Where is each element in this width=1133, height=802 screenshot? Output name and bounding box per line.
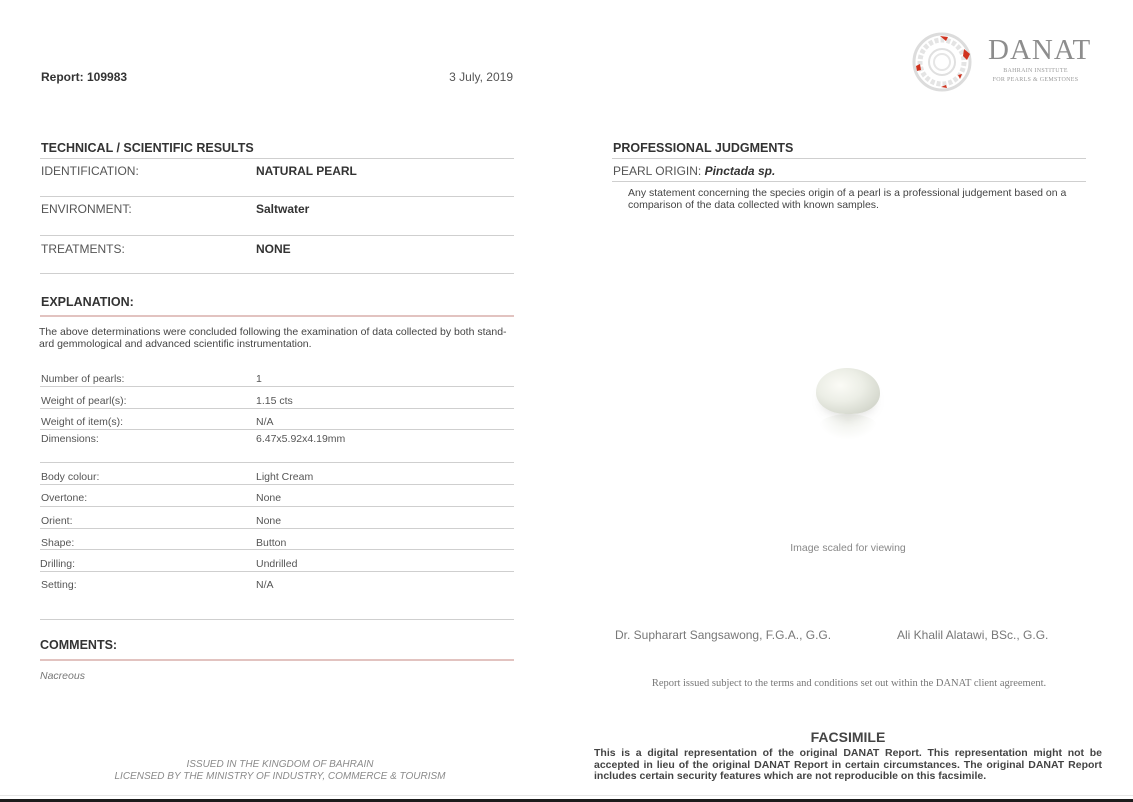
detail-value: 6.47x5.92x4.19mm <box>256 433 346 445</box>
divider <box>612 158 1086 159</box>
detail-value: None <box>256 515 282 527</box>
environment-label: ENVIRONMENT: <box>41 202 132 216</box>
detail-value: N/A <box>256 416 274 428</box>
divider <box>40 571 514 572</box>
comments-text: Nacreous <box>40 670 85 682</box>
environment-value: Saltwater <box>256 202 310 216</box>
detail-value: 1.15 cts <box>256 395 293 407</box>
report-number: Report: 109983 <box>41 70 128 84</box>
detail-label: Setting: <box>41 579 77 591</box>
divider <box>40 619 514 620</box>
explanation-text: The above determinations were concluded following the examination of data collected by both stand-ard gemmological and advanced scientific instrumentation. <box>39 326 507 350</box>
logo-subtitle-line2: FOR PEARLS & GEMSTONES <box>992 77 1079 83</box>
detail-label: Weight of item(s): <box>41 416 124 428</box>
detail-value: 1 <box>256 373 262 385</box>
divider <box>40 484 514 485</box>
treatments-value: NONE <box>256 242 291 256</box>
license-line: LICENSED BY THE MINISTRY OF INDUSTRY, COMMERCE & TOURISM <box>114 771 446 782</box>
issued-line: ISSUED IN THE KINGDOM OF BAHRAIN <box>186 759 374 770</box>
detail-value: N/A <box>256 579 274 591</box>
divider <box>40 429 514 430</box>
identification-value: NATURAL PEARL <box>256 164 357 178</box>
detail-value: Button <box>256 537 287 549</box>
logo-wordmark: DANAT <box>988 34 1092 66</box>
technical-results-title: TECHNICAL / SCIENTIFIC RESULTS <box>41 141 254 155</box>
danat-rosette-icon <box>912 32 974 92</box>
detail-label: Orient: <box>41 515 73 527</box>
divider <box>40 158 514 159</box>
issued-statement <box>60 759 500 783</box>
detail-label: Shape: <box>41 537 75 549</box>
facsimile-title: FACSIMILE <box>810 729 886 745</box>
detail-label: Body colour: <box>41 471 100 483</box>
divider <box>40 196 514 197</box>
comments-divider <box>40 659 514 661</box>
detail-label: Drilling: <box>40 558 76 570</box>
origin-note: Any statement concerning the species origin of a pearl is a professional judgement based on a comparison of the data collected with known samples. <box>628 187 1067 211</box>
facsimile-text: This is a digital representation of the original DANAT Report. This representation might not be accepted in lieu of the original DANAT Report in certain circumstances. The original DANAT Report includes certain security features which are not reproducible on this facsimile. <box>594 747 1102 782</box>
divider <box>40 386 514 387</box>
divider <box>40 273 514 274</box>
pearl-origin-value: Pinctada sp. <box>704 164 776 178</box>
divider <box>40 462 514 463</box>
divider <box>40 506 514 507</box>
divider <box>40 528 514 529</box>
pearl-reflection <box>818 414 878 440</box>
report-date: 3 July, 2019 <box>449 70 513 84</box>
divider <box>40 408 514 409</box>
detail-label: Overtone: <box>41 492 88 504</box>
treatments-label: TREATMENTS: <box>41 242 125 256</box>
image-caption: Image scaled for viewing <box>790 542 906 554</box>
detail-value: Undrilled <box>256 558 298 570</box>
pearl-image <box>816 368 880 414</box>
terms-statement: Report issued subject to the terms and conditions set out within the DANAT client agreement. <box>651 678 1047 689</box>
signatory-2: Ali Khalil Alatawi, BSc., G.G. <box>897 628 1049 642</box>
signatory-1: Dr. Supharart Sangsawong, F.G.A., G.G. <box>615 628 832 642</box>
logo-subtitle <box>988 67 1083 85</box>
detail-label: Dimensions: <box>41 433 99 445</box>
divider <box>612 181 1086 182</box>
detail-label: Number of pearls: <box>41 373 125 385</box>
detail-value: None <box>256 492 282 504</box>
identification-label: IDENTIFICATION: <box>41 164 139 178</box>
detail-label: Weight of pearl(s): <box>41 395 127 407</box>
divider <box>40 235 514 236</box>
comments-title: COMMENTS: <box>40 638 118 652</box>
explanation-title: EXPLANATION: <box>41 295 134 309</box>
divider <box>40 549 514 550</box>
explanation-divider <box>40 315 514 317</box>
professional-judgments-title: PROFESSIONAL JUDGMENTS <box>613 141 794 155</box>
pearl-origin <box>613 164 775 178</box>
logo-subtitle-line1: BAHRAIN INSTITUTE <box>1003 68 1068 74</box>
pearl-origin-label: PEARL ORIGIN: <box>613 164 702 178</box>
detail-value: Light Cream <box>256 471 314 483</box>
bottom-divider <box>0 795 1133 796</box>
